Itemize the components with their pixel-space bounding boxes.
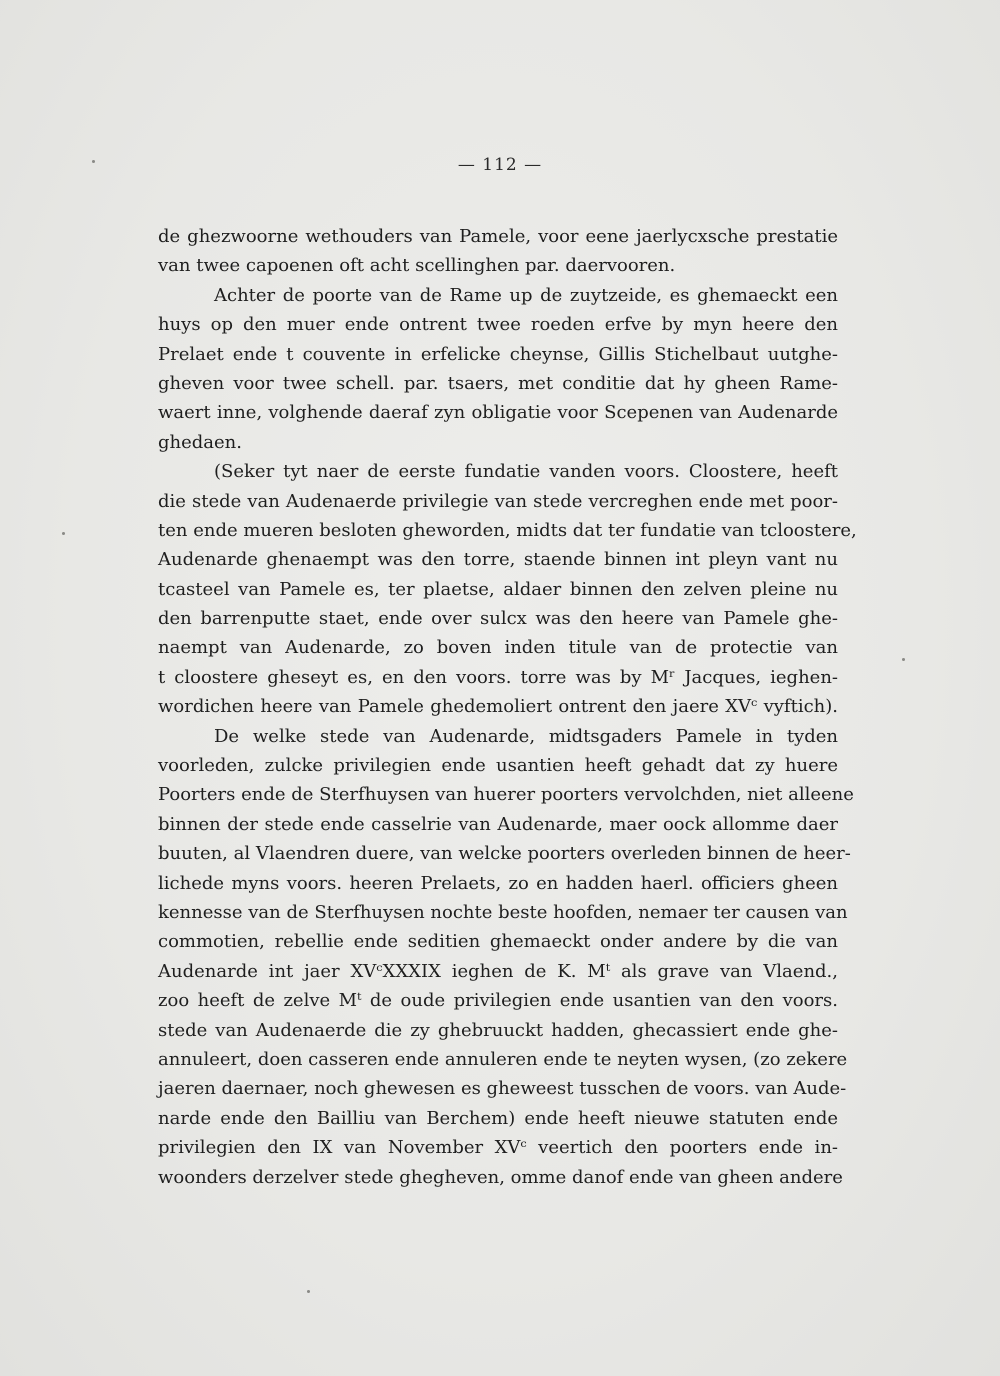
text-line: narde ende den Bailliu van Berchem) ende heeft nieuwe statuten ende — [158, 1107, 838, 1129]
text-line: huys op den muer ende ontrent twee roeden erfve by myn heere den — [158, 314, 838, 336]
text-line: Prelaet ende t couvente in erfelicke cheynse, Gillis Stichelbaut uutghe- — [158, 343, 838, 365]
text-line: tcasteel van Pamele es, ter plaetse, aldaer binnen den zelven pleine nu — [158, 578, 838, 600]
text-line: De welke stede van Audenarde, midtsgaders Pamele in tyden — [214, 725, 838, 747]
text-line: buuten, al Vlaendren duere, van welcke poorters overleden binnen de heer- — [158, 843, 851, 865]
scan-speck — [62, 532, 65, 535]
body-text — [158, 222, 857, 1192]
text-line: privilegien den IX van November XVᶜ veertich den poorters ende in- — [158, 1137, 838, 1159]
text-line: Achter de poorte van de Rame up de zuytzeide, es ghemaeckt een — [214, 284, 838, 306]
scan-speck — [307, 1290, 310, 1293]
text-line: die stede van Audenaerde privilegie van stede vercreghen ende met poor- — [158, 490, 838, 512]
text-line: gheven voor twee schell. par. tsaers, met conditie dat hy gheen Rame- — [158, 372, 838, 394]
text-line: wordichen heere van Pamele ghedemoliert ontrent den jaere XVᶜ vyftich). — [158, 696, 838, 718]
text-line: commotien, rebellie ende seditien ghemaeckt onder andere by die van — [158, 931, 838, 953]
scan-speck — [902, 658, 905, 661]
text-line: waert inne, volghende daeraf zyn obligatie voor Scepenen van Audenarde — [158, 402, 838, 424]
text-line: Poorters ende de Sterfhuysen van huerer poorters vervolchden, niet alleene — [158, 784, 854, 806]
text-line: (Seker tyt naer de eerste fundatie vanden voors. Cloostere, heeft — [214, 461, 838, 483]
text-line: kennesse van de Sterfhuysen nochte beste hoofden, nemaer ter causen van — [158, 901, 848, 923]
text-line: annuleert, doen casseren ende annuleren ende te neyten wysen, (zo zekere — [158, 1048, 848, 1070]
text-line: stede van Audenaerde die zy ghebruuckt hadden, ghecassiert ende ghe- — [158, 1019, 838, 1041]
text-line: ghedaen. — [158, 431, 242, 453]
text-line: de ghezwoorne wethouders van Pamele, voor eene jaerlycxsche prestatie — [158, 226, 838, 247]
text-line: voorleden, zulcke privilegien ende usantien heeft gehadt dat zy huere — [158, 755, 838, 777]
page-number: — 112 — — [457, 155, 543, 175]
text-line: t cloostere gheseyt es, en den voors. torre was by Mʳ Jacques, ieghen- — [158, 666, 838, 688]
text-line: woonders derzelver stede ghegheven, omme danof ende van gheen andere — [158, 1166, 843, 1188]
text-line: Audenarde int jaer XVᶜXXXIX ieghen de K. Mᵗ als grave van Vlaend., — [158, 960, 838, 982]
text-line: binnen der stede ende casselrie van Audenarde, maer oock allomme daer — [158, 813, 838, 835]
text-line: lichede myns voors. heeren Prelaets, zo en hadden haerl. officiers gheen — [158, 872, 838, 894]
text-line: ten ende mueren besloten gheworden, midts dat ter fundatie van tcloostere, — [158, 519, 857, 541]
text-line: jaeren daernaer, noch ghewesen es gheweest tusschen de voors. van Aude- — [158, 1078, 847, 1100]
text-line: Audenarde ghenaempt was den torre, staende binnen int pleyn vant nu — [158, 549, 838, 571]
text-line: zoo heeft de zelve Mᵗ de oude privilegien ende usantien van den voors. — [158, 990, 838, 1012]
text-line: van twee capoenen oft acht scellinghen par. daervooren. — [158, 255, 676, 277]
scan-speck — [92, 160, 95, 163]
text-line: naempt van Audenarde, zo boven inden titule van de protectie van — [158, 637, 838, 659]
text-line: den barrenputte staet, ende over sulcx was den heere van Pamele ghe- — [158, 608, 838, 630]
